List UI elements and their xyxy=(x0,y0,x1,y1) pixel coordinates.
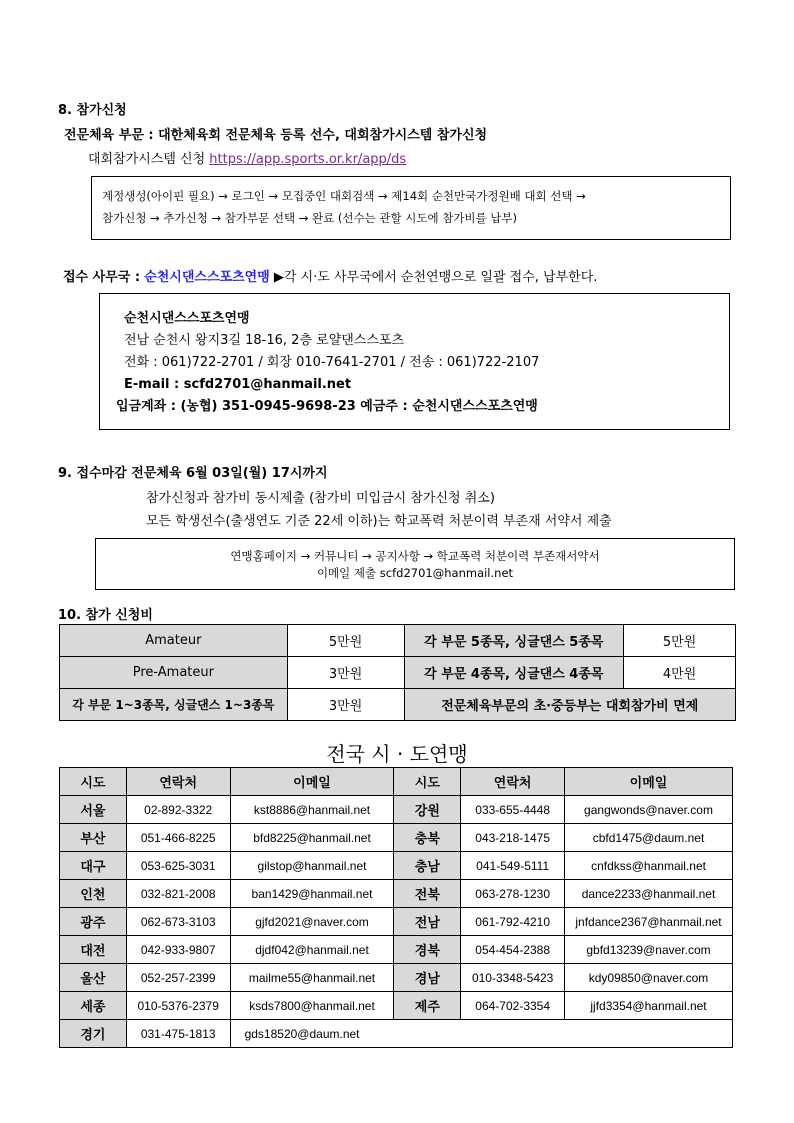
column-header: 연락처 xyxy=(126,768,230,796)
region-email: ksds7800@hanmail.net xyxy=(230,992,394,1020)
section-10-title: 10. 참가 신청비 xyxy=(58,608,153,623)
region-email: gds18520@daum.net xyxy=(230,1020,732,1048)
region-email: kst8886@hanmail.net xyxy=(230,796,394,824)
region-email: mailme55@hanmail.net xyxy=(230,964,394,992)
region-email: dance2233@hanmail.net xyxy=(565,880,733,908)
region-email: jnfdance2367@hanmail.net xyxy=(565,908,733,936)
region-email: gjfd2021@naver.com xyxy=(230,908,394,936)
region-phone: 052-257-2399 xyxy=(126,964,230,992)
regions-title: 전국 시 · 도연맹 xyxy=(326,742,468,766)
table-row xyxy=(60,852,733,880)
reception-note: ▶각 시·도 사무국에서 순천연맹으로 일괄 접수, 납부한다. xyxy=(273,270,598,285)
section-8-title: 8. 참가신청 xyxy=(58,103,127,118)
region-phone: 053-625-3031 xyxy=(126,852,230,880)
system-line xyxy=(88,148,406,167)
region-phone: 02-892-3322 xyxy=(126,796,230,824)
submission-line-1: 연맹홈페이지 → 커뮤니티 → 공지사항 → 학교폭력 처분이력 부존재서약서 xyxy=(230,549,600,563)
region-name: 울산 xyxy=(60,964,127,992)
table-header-row xyxy=(60,768,733,796)
region-name: 대전 xyxy=(60,936,127,964)
fee-cell: 5만원 xyxy=(624,625,736,657)
region-phone: 032-821-2008 xyxy=(126,880,230,908)
region-name: 인천 xyxy=(60,880,127,908)
fee-cell: Pre-Amateur xyxy=(60,657,288,689)
region-name: 서울 xyxy=(60,796,127,824)
region-email: gangwonds@naver.com xyxy=(565,796,733,824)
region-email: gilstop@hanmail.net xyxy=(230,852,394,880)
region-email: cnfdkss@hanmail.net xyxy=(565,852,733,880)
org-address: 전남 순천시 왕지3길 18-16, 2층 로얄댄스스포츠 xyxy=(124,333,405,348)
region-name: 세종 xyxy=(60,992,127,1020)
region-email: cbfd1475@daum.net xyxy=(565,824,733,852)
region-name: 충북 xyxy=(394,824,461,852)
column-header: 연락처 xyxy=(461,768,565,796)
region-email: jjfd3354@hanmail.net xyxy=(565,992,733,1020)
fee-cell: 5만원 xyxy=(287,625,404,657)
table-row xyxy=(60,908,733,936)
fee-cell: 각 부문 4종목, 싱글댄스 4종목 xyxy=(404,657,624,689)
table-row xyxy=(60,824,733,852)
fee-cell: 전문체육부문의 초·중등부는 대회참가비 면제 xyxy=(404,689,736,721)
steps-line-1: 계정생성(아이핀 필요) → 로그인 → 모집중인 대회검색 → 제14회 순천만국가정원배 대회 선택 → xyxy=(102,189,586,203)
region-name: 대구 xyxy=(60,852,127,880)
org-phone: 전화 : 061)722-2701 / 회장 010-7641-2701 / 전송 : 061)722-2107 xyxy=(124,355,540,370)
region-email: kdy09850@naver.com xyxy=(565,964,733,992)
system-link[interactable]: https://app.sports.or.kr/app/ds xyxy=(209,152,407,167)
region-phone: 042-933-9807 xyxy=(126,936,230,964)
fee-cell: 각 부문 1~3종목, 싱글댄스 1~3종목 xyxy=(60,689,288,721)
table-row xyxy=(60,796,733,824)
org-name: 순천시댄스스포츠연맹 xyxy=(124,311,250,326)
region-name: 광주 xyxy=(60,908,127,936)
section-9-line-1: 참가신청과 참가비 동시제출 (참가비 미입금시 참가신청 취소) xyxy=(146,491,495,506)
fee-cell: 4만원 xyxy=(624,657,736,689)
region-email: djdf042@hanmail.net xyxy=(230,936,394,964)
fee-cell: 3만원 xyxy=(287,689,404,721)
region-name: 경남 xyxy=(394,964,461,992)
region-name: 강원 xyxy=(394,796,461,824)
section-9-title: 9. 접수마감 전문체육 6월 03일(월) 17시까지 xyxy=(58,466,328,481)
table-row xyxy=(60,880,733,908)
fee-cell: 3만원 xyxy=(287,657,404,689)
section-9-line-2: 모든 학생선수(출생연도 기준 22세 이하)는 학교폭력 처분이력 부존재 서약서 제출 xyxy=(146,514,612,529)
column-header: 시도 xyxy=(60,768,127,796)
region-phone: 051-466-8225 xyxy=(126,824,230,852)
steps-box xyxy=(91,176,731,240)
table-row xyxy=(60,657,736,689)
system-label: 대회참가시스템 신청 xyxy=(88,152,206,167)
column-header: 이메일 xyxy=(565,768,733,796)
region-phone: 010-5376-2379 xyxy=(126,992,230,1020)
region-phone: 054-454-2388 xyxy=(461,936,565,964)
region-name: 전남 xyxy=(394,908,461,936)
fee-table xyxy=(59,624,736,721)
region-name: 충남 xyxy=(394,852,461,880)
org-account: 입금계좌 : (농협) 351-0945-9698-23 예금주 : 순천시댄스스포츠연맹 xyxy=(116,399,538,414)
section-8-subtitle: 전문체육 부문 : 대한체육회 전문체육 등록 선수, 대회참가시스템 참가신청 xyxy=(64,128,488,143)
region-phone: 043-218-1475 xyxy=(461,824,565,852)
region-name: 부산 xyxy=(60,824,127,852)
region-phone: 062-673-3103 xyxy=(126,908,230,936)
table-row xyxy=(60,1020,733,1048)
fee-cell: Amateur xyxy=(60,625,288,657)
reception-label: 접수 사무국 : xyxy=(63,270,141,285)
table-row xyxy=(60,689,736,721)
table-row xyxy=(60,964,733,992)
column-header: 이메일 xyxy=(230,768,394,796)
region-name: 전북 xyxy=(394,880,461,908)
region-name: 경북 xyxy=(394,936,461,964)
region-name: 경기 xyxy=(60,1020,127,1048)
region-phone: 031-475-1813 xyxy=(126,1020,230,1048)
region-email: bfd8225@hanmail.net xyxy=(230,824,394,852)
table-row xyxy=(60,625,736,657)
region-phone: 064-702-3354 xyxy=(461,992,565,1020)
fee-cell: 각 부문 5종목, 싱글댄스 5종목 xyxy=(404,625,624,657)
submission-line-2: 이메일 제출 scfd2701@hanmail.net xyxy=(316,566,514,580)
region-email: ban1429@hanmail.net xyxy=(230,880,394,908)
region-phone: 063-278-1230 xyxy=(461,880,565,908)
reception-box xyxy=(99,293,730,430)
reception-line xyxy=(63,266,597,285)
reception-org: 순천시댄스스포츠연맹 xyxy=(144,270,270,285)
region-phone: 010-3348-5423 xyxy=(461,964,565,992)
region-phone: 061-792-4210 xyxy=(461,908,565,936)
regions-table xyxy=(59,767,733,1048)
column-header: 시도 xyxy=(394,768,461,796)
region-phone: 033-655-4448 xyxy=(461,796,565,824)
region-email: gbfd13239@naver.com xyxy=(565,936,733,964)
submission-box xyxy=(95,538,735,590)
table-row xyxy=(60,936,733,964)
table-row xyxy=(60,992,733,1020)
region-name: 제주 xyxy=(394,992,461,1020)
steps-line-2: 참가신청 → 추가신청 → 참가부문 선택 → 완료 (선수는 관할 시도에 참가비를 납부) xyxy=(102,211,518,225)
org-email: E-mail : scfd2701@hanmail.net xyxy=(124,377,352,392)
region-phone: 041-549-5111 xyxy=(461,852,565,880)
